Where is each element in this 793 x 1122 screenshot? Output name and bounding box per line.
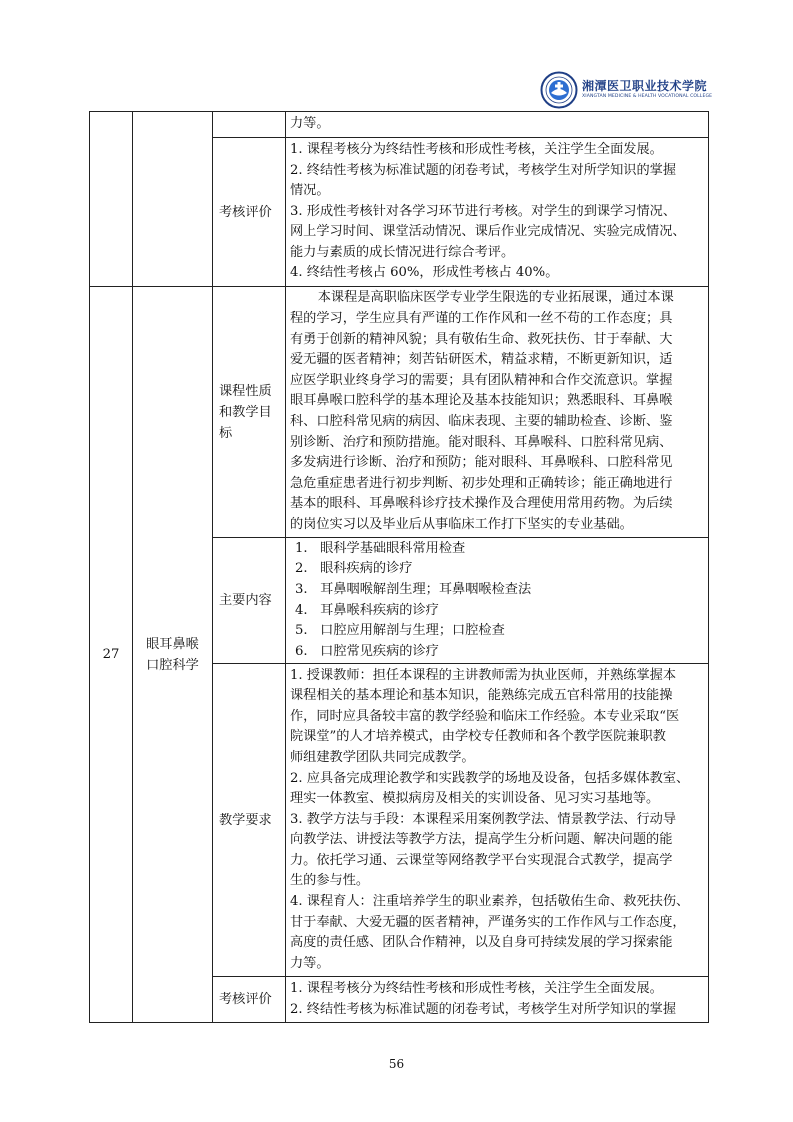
prev-label-cell <box>213 112 286 138</box>
assessment-label: 考核评价 <box>213 977 286 1023</box>
course-name-line: 口腔科学 <box>146 657 199 673</box>
text-line: 生的参与性。 <box>290 873 370 889</box>
college-emblem-icon <box>540 71 578 109</box>
text-line: 4. 课程育人：注重培养学生的职业素养，包括敬佑生命、救死扶伤、 <box>290 894 690 910</box>
list-item: 5. 口腔应用解剖与生理；口腔检查 <box>295 623 505 639</box>
content-list <box>286 538 709 664</box>
text-line: 基本的眼科、耳鼻喉科诊疗技术操作及合理使用常用药物。为后续 <box>290 496 673 512</box>
course-name-line: 眼耳鼻喉 <box>146 636 199 652</box>
text-line: 爱无疆的医者精神；刻苦钻研医术，精益求精，不断更新知识，适 <box>290 352 673 368</box>
text-line: 力。依托学习通、云课堂等网络教学平台实现混合式教学，提高学 <box>290 852 673 868</box>
text-line: 2. 终结性考核为标准试题的闭卷考试，考核学生对所学知识的掌握 <box>290 162 677 178</box>
objectives-text <box>286 287 709 538</box>
prev-text-cell <box>286 112 709 138</box>
text-line: 别诊断、治疗和预防措施。能对眼科、耳鼻喉科、口腔科常见病、 <box>290 434 673 450</box>
list-item: 1. 眼科学基础眼科常用检查 <box>295 540 466 556</box>
requirements-text <box>286 664 709 977</box>
prev-number-cell <box>90 112 133 287</box>
text-line: 的岗位实习以及毕业后从事临床工作打下坚实的专业基础。 <box>290 516 633 532</box>
assessment-text <box>286 138 709 287</box>
text-line: 4. 终结性考核占 60%，形成性考核占 40%。 <box>290 265 559 281</box>
text-line: 课程相关的基本理论和基本知识，能熟练完成五官科常用的技能操 <box>290 688 673 704</box>
list-item: 2. 眼科疾病的诊疗 <box>295 561 413 577</box>
text-line: 科、口腔科常见病的病因、临床表现、主要的辅助检查、诊断、鉴 <box>290 414 673 429</box>
text-line: 3. 教学方法与手段：本课程采用案例教学法、情景教学法、行动导 <box>290 811 677 827</box>
text-line: 能力与素质的成长情况进行综合考评。 <box>290 244 515 260</box>
objectives-label <box>213 287 286 538</box>
text-line: 作，同时应具备较丰富的教学经验和临床工作经验。本专业采取“医 <box>290 708 680 724</box>
text-line: 急危重症患者进行初步判断、初步处理和正确转诊；能正确地进行 <box>290 475 673 491</box>
label-line: 标 <box>219 425 233 441</box>
text-line: 师组建教学团队共同完成教学。 <box>290 749 475 765</box>
text-line: 1. 授课教师：担任本课程的主讲教师需为执业医师，并熟练掌握本 <box>290 667 677 683</box>
text-line: 院课堂”的人才培养模式，由学校专任教师和各个教学医院兼职教 <box>290 729 666 745</box>
course-table <box>89 111 709 1023</box>
text-line: 网上学习时间、课堂活动情况、课后作业完成情况、实验完成情况、 <box>290 224 686 240</box>
table-row <box>90 112 709 138</box>
text-line: 力等。 <box>290 116 330 132</box>
assessment-label: 考核评价 <box>213 138 286 287</box>
college-name-en: XIANGTAN MEDICINE & HEALTH VOCATIONAL COLLEGE <box>582 94 713 100</box>
list-item: 3. 耳鼻咽喉解剖生理；耳鼻咽喉检查法 <box>295 581 532 597</box>
content-label: 主要内容 <box>213 538 286 664</box>
text-line: 高度的责任感、团队合作精神，以及自身可持续发展的学习探索能 <box>290 935 673 951</box>
college-name: 湘潭医卫职业技术学院 <box>582 79 708 94</box>
page-number: 56 <box>388 1057 405 1071</box>
label-line: 和教学目 <box>219 404 272 420</box>
text-line: 力等。 <box>290 955 330 971</box>
text-line: 多发病进行诊断、治疗和预防；能对眼科、耳鼻喉科、口腔科常见 <box>290 455 673 471</box>
text-line: 向教学法、讲授法等教学方法，提高学生分析问题、解决问题的能 <box>290 832 673 848</box>
text-line: 本课程是高职临床医学专业学生限选的专业拓展课，通过本课 <box>317 290 674 306</box>
text-line: 3. 形成性考核针对各学习环节进行考核。对学生的到课学习情况、 <box>290 203 677 219</box>
text-line: 1. 课程考核分为终结性考核和形成性考核，关注学生全面发展。 <box>290 141 663 157</box>
text-line: 甘于奉献、大爱无疆的医者精神，严谨务实的工作作风与工作态度， <box>290 914 686 930</box>
text-line: 理实一体教室、模拟病房及相关的实训设备、见习实习基地等。 <box>290 791 660 807</box>
text-line: 1. 课程考核分为终结性考核和形成性考核，关注学生全面发展。 <box>290 980 663 996</box>
text-line: 眼耳鼻喉口腔科学的基本理论及基本技能知识；熟悉眼科、耳鼻喉 <box>290 393 673 409</box>
text-line: 2. 应具备完成理论教学和实践教学的场地及设备，包括多媒体教室、 <box>290 770 690 786</box>
text-line: 2. 终结性考核为标准试题的闭卷考试，考核学生对所学知识的掌握 <box>290 1001 677 1017</box>
college-logo <box>540 70 740 110</box>
text-line: 程的学习，学生应具有严谨的工作作风和一丝不苟的工作态度；具 <box>290 311 673 327</box>
course-name <box>133 287 213 1023</box>
text-line: 有勇于创新的精神风貌；具有敬佑生命、救死扶伤、甘于奉献、大 <box>290 331 673 347</box>
text-line: 情况。 <box>290 183 330 199</box>
requirements-label: 教学要求 <box>213 664 286 977</box>
table-row <box>90 287 709 538</box>
prev-name-cell <box>133 112 213 287</box>
list-item: 6. 口腔常见疾病的诊疗 <box>295 643 439 659</box>
course-number: 27 <box>90 287 133 1023</box>
list-item: 4. 耳鼻喉科疾病的诊疗 <box>295 602 439 618</box>
assessment-text <box>286 977 709 1023</box>
label-line: 课程性质 <box>219 383 272 399</box>
text-line: 应医学职业终身学习的需要；具有团队精神和合作交流意识。掌握 <box>290 372 673 388</box>
